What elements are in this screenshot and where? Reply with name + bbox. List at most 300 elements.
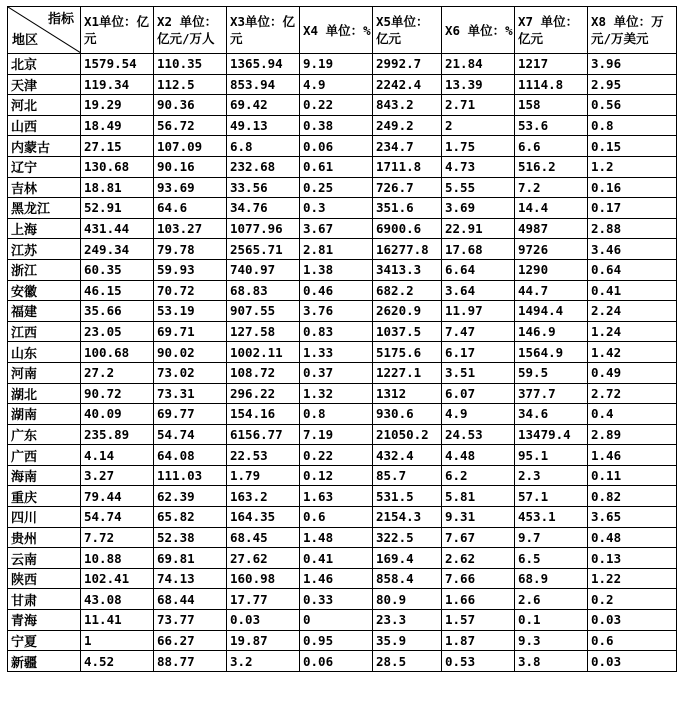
value-cell: 27.2 [81, 362, 154, 383]
value-cell: 0.61 [300, 156, 373, 177]
value-cell: 23.05 [81, 321, 154, 342]
value-cell: 4.9 [300, 74, 373, 95]
value-cell: 234.7 [373, 136, 442, 157]
value-cell: 0.03 [227, 610, 300, 631]
value-cell: 0.64 [588, 259, 677, 280]
value-cell: 0.8 [588, 115, 677, 136]
value-cell: 85.7 [373, 465, 442, 486]
value-cell: 0.83 [300, 321, 373, 342]
value-cell: 13.39 [442, 74, 515, 95]
region-name-cell: 山东 [8, 342, 81, 363]
value-cell: 0.11 [588, 465, 677, 486]
table-row [8, 156, 677, 177]
value-cell: 0.13 [588, 548, 677, 569]
value-cell: 54.74 [154, 424, 227, 445]
value-cell: 2.62 [442, 548, 515, 569]
value-cell: 52.91 [81, 198, 154, 219]
region-name-cell: 江苏 [8, 239, 81, 260]
value-cell: 14.4 [515, 198, 588, 219]
value-cell: 1.32 [300, 383, 373, 404]
value-cell: 154.16 [227, 404, 300, 425]
value-cell: 68.44 [154, 589, 227, 610]
value-cell: 90.72 [81, 383, 154, 404]
table-row [8, 589, 677, 610]
value-cell: 1.33 [300, 342, 373, 363]
table-row [8, 259, 677, 280]
value-cell: 232.68 [227, 156, 300, 177]
region-name-cell: 安徽 [8, 280, 81, 301]
value-cell: 19.29 [81, 95, 154, 116]
value-cell: 377.7 [515, 383, 588, 404]
value-cell: 2992.7 [373, 54, 442, 75]
value-cell: 3413.3 [373, 259, 442, 280]
value-cell: 4987 [515, 218, 588, 239]
value-cell: 1.48 [300, 527, 373, 548]
value-cell: 351.6 [373, 198, 442, 219]
value-cell: 453.1 [515, 507, 588, 528]
value-cell: 43.08 [81, 589, 154, 610]
value-cell: 53.19 [154, 301, 227, 322]
value-cell: 1579.54 [81, 54, 154, 75]
table-row [8, 568, 677, 589]
region-name-cell: 重庆 [8, 486, 81, 507]
table-row [8, 198, 677, 219]
value-cell: 53.6 [515, 115, 588, 136]
value-cell: 0.22 [300, 445, 373, 466]
value-cell: 11.41 [81, 610, 154, 631]
value-cell: 100.68 [81, 342, 154, 363]
value-cell: 18.81 [81, 177, 154, 198]
value-cell: 111.03 [154, 465, 227, 486]
value-cell: 1114.8 [515, 74, 588, 95]
table-row [8, 362, 677, 383]
value-cell: 432.4 [373, 445, 442, 466]
value-cell: 1365.94 [227, 54, 300, 75]
value-cell: 7.19 [300, 424, 373, 445]
value-cell: 1002.11 [227, 342, 300, 363]
value-cell: 2242.4 [373, 74, 442, 95]
value-cell: 7.47 [442, 321, 515, 342]
table-row [8, 280, 677, 301]
value-cell: 7.72 [81, 527, 154, 548]
value-cell: 17.68 [442, 239, 515, 260]
table-row [8, 486, 677, 507]
value-cell: 16277.8 [373, 239, 442, 260]
value-cell: 1.42 [588, 342, 677, 363]
column-header-x8: X8 单位：万元/万美元 [588, 7, 677, 54]
value-cell: 0.8 [300, 404, 373, 425]
value-cell: 3.96 [588, 54, 677, 75]
column-header-x6: X6 单位：% [442, 7, 515, 54]
column-header-x3: X3单位：亿元 [227, 7, 300, 54]
table-row [8, 301, 677, 322]
value-cell: 0.46 [300, 280, 373, 301]
value-cell: 35.9 [373, 630, 442, 651]
value-cell: 6.17 [442, 342, 515, 363]
value-cell: 2.88 [588, 218, 677, 239]
value-cell: 22.53 [227, 445, 300, 466]
table-row [8, 239, 677, 260]
value-cell: 66.27 [154, 630, 227, 651]
value-cell: 740.97 [227, 259, 300, 280]
value-cell: 19.87 [227, 630, 300, 651]
corner-cell [8, 7, 81, 54]
value-cell: 103.27 [154, 218, 227, 239]
value-cell: 60.35 [81, 259, 154, 280]
value-cell: 1227.1 [373, 362, 442, 383]
region-name-cell: 贵州 [8, 527, 81, 548]
value-cell: 0.06 [300, 651, 373, 672]
value-cell: 27.15 [81, 136, 154, 157]
value-cell: 169.4 [373, 548, 442, 569]
value-cell: 28.5 [373, 651, 442, 672]
value-cell: 13479.4 [515, 424, 588, 445]
value-cell: 90.02 [154, 342, 227, 363]
value-cell: 2.71 [442, 95, 515, 116]
value-cell: 65.82 [154, 507, 227, 528]
value-cell: 160.98 [227, 568, 300, 589]
value-cell: 249.34 [81, 239, 154, 260]
value-cell: 9.3 [515, 630, 588, 651]
table-body [8, 54, 677, 672]
value-cell: 1.75 [442, 136, 515, 157]
table-row [8, 610, 677, 631]
value-cell: 73.77 [154, 610, 227, 631]
value-cell: 158 [515, 95, 588, 116]
value-cell: 1.63 [300, 486, 373, 507]
value-cell: 0.41 [300, 548, 373, 569]
value-cell: 0.2 [588, 589, 677, 610]
region-name-cell: 广东 [8, 424, 81, 445]
value-cell: 0 [300, 610, 373, 631]
table-row [8, 74, 677, 95]
value-cell: 2.95 [588, 74, 677, 95]
value-cell: 682.2 [373, 280, 442, 301]
value-cell: 68.45 [227, 527, 300, 548]
value-cell: 0.33 [300, 589, 373, 610]
value-cell: 9.19 [300, 54, 373, 75]
value-cell: 3.67 [300, 218, 373, 239]
value-cell: 80.9 [373, 589, 442, 610]
value-cell: 127.58 [227, 321, 300, 342]
value-cell: 2.6 [515, 589, 588, 610]
value-cell: 23.3 [373, 610, 442, 631]
value-cell: 1312 [373, 383, 442, 404]
table-row [8, 136, 677, 157]
value-cell: 108.72 [227, 362, 300, 383]
value-cell: 9.31 [442, 507, 515, 528]
region-name-cell: 青海 [8, 610, 81, 631]
region-name-cell: 浙江 [8, 259, 81, 280]
value-cell: 0.16 [588, 177, 677, 198]
value-cell: 1.57 [442, 610, 515, 631]
value-cell: 1.79 [227, 465, 300, 486]
region-name-cell: 吉林 [8, 177, 81, 198]
table-row [8, 507, 677, 528]
value-cell: 1.2 [588, 156, 677, 177]
value-cell: 2.81 [300, 239, 373, 260]
value-cell: 93.69 [154, 177, 227, 198]
value-cell: 79.44 [81, 486, 154, 507]
value-cell: 9.7 [515, 527, 588, 548]
value-cell: 853.94 [227, 74, 300, 95]
value-cell: 164.35 [227, 507, 300, 528]
value-cell: 1.24 [588, 321, 677, 342]
value-cell: 6.07 [442, 383, 515, 404]
value-cell: 0.56 [588, 95, 677, 116]
value-cell: 0.03 [588, 651, 677, 672]
value-cell: 235.89 [81, 424, 154, 445]
column-header-x7: X7 单位：亿元 [515, 7, 588, 54]
value-cell: 69.42 [227, 95, 300, 116]
value-cell: 21050.2 [373, 424, 442, 445]
value-cell: 1.87 [442, 630, 515, 651]
table-row [8, 177, 677, 198]
value-cell: 69.71 [154, 321, 227, 342]
value-cell: 6.5 [515, 548, 588, 569]
value-cell: 74.13 [154, 568, 227, 589]
value-cell: 90.36 [154, 95, 227, 116]
value-cell: 1.46 [300, 568, 373, 589]
value-cell: 322.5 [373, 527, 442, 548]
value-cell: 112.5 [154, 74, 227, 95]
value-cell: 5.81 [442, 486, 515, 507]
value-cell: 34.76 [227, 198, 300, 219]
value-cell: 1711.8 [373, 156, 442, 177]
value-cell: 54.74 [81, 507, 154, 528]
value-cell: 0.03 [588, 610, 677, 631]
value-cell: 3.65 [588, 507, 677, 528]
value-cell: 0.53 [442, 651, 515, 672]
value-cell: 531.5 [373, 486, 442, 507]
value-cell: 33.56 [227, 177, 300, 198]
region-name-cell: 甘肃 [8, 589, 81, 610]
table-row [8, 527, 677, 548]
region-name-cell: 山西 [8, 115, 81, 136]
value-cell: 34.6 [515, 404, 588, 425]
region-name-cell: 陕西 [8, 568, 81, 589]
value-cell: 11.97 [442, 301, 515, 322]
value-cell: 69.81 [154, 548, 227, 569]
value-cell: 516.2 [515, 156, 588, 177]
table-row [8, 465, 677, 486]
value-cell: 69.77 [154, 404, 227, 425]
value-cell: 70.72 [154, 280, 227, 301]
value-cell: 1217 [515, 54, 588, 75]
region-name-cell: 湖北 [8, 383, 81, 404]
value-cell: 22.91 [442, 218, 515, 239]
value-cell: 1037.5 [373, 321, 442, 342]
region-name-cell: 福建 [8, 301, 81, 322]
value-cell: 2.72 [588, 383, 677, 404]
value-cell: 296.22 [227, 383, 300, 404]
value-cell: 5.55 [442, 177, 515, 198]
value-cell: 40.09 [81, 404, 154, 425]
table-row [8, 548, 677, 569]
value-cell: 0.6 [300, 507, 373, 528]
region-name-cell: 河南 [8, 362, 81, 383]
value-cell: 24.53 [442, 424, 515, 445]
value-cell: 7.2 [515, 177, 588, 198]
region-name-cell: 湖南 [8, 404, 81, 425]
value-cell: 2.89 [588, 424, 677, 445]
region-name-cell: 海南 [8, 465, 81, 486]
value-cell: 1.66 [442, 589, 515, 610]
value-cell: 21.84 [442, 54, 515, 75]
value-cell: 0.15 [588, 136, 677, 157]
value-cell: 2.3 [515, 465, 588, 486]
value-cell: 0.38 [300, 115, 373, 136]
region-name-cell: 上海 [8, 218, 81, 239]
value-cell: 0.41 [588, 280, 677, 301]
value-cell: 1 [81, 630, 154, 651]
value-cell: 18.49 [81, 115, 154, 136]
column-header-x1: X1单位：亿元 [81, 7, 154, 54]
table-row [8, 321, 677, 342]
value-cell: 7.66 [442, 568, 515, 589]
value-cell: 0.95 [300, 630, 373, 651]
table-row [8, 342, 677, 363]
value-cell: 0.4 [588, 404, 677, 425]
value-cell: 73.02 [154, 362, 227, 383]
value-cell: 858.4 [373, 568, 442, 589]
region-name-cell: 辽宁 [8, 156, 81, 177]
value-cell: 10.88 [81, 548, 154, 569]
value-cell: 0.25 [300, 177, 373, 198]
value-cell: 843.2 [373, 95, 442, 116]
region-name-cell: 四川 [8, 507, 81, 528]
data-table [7, 6, 677, 672]
value-cell: 73.31 [154, 383, 227, 404]
value-cell: 0.3 [300, 198, 373, 219]
value-cell: 0.12 [300, 465, 373, 486]
table-row [8, 54, 677, 75]
region-name-cell: 河北 [8, 95, 81, 116]
value-cell: 0.06 [300, 136, 373, 157]
value-cell: 7.67 [442, 527, 515, 548]
value-cell: 88.77 [154, 651, 227, 672]
value-cell: 249.2 [373, 115, 442, 136]
value-cell: 68.83 [227, 280, 300, 301]
value-cell: 431.44 [81, 218, 154, 239]
value-cell: 110.35 [154, 54, 227, 75]
value-cell: 1.46 [588, 445, 677, 466]
value-cell: 0.49 [588, 362, 677, 383]
value-cell: 1290 [515, 259, 588, 280]
value-cell: 17.77 [227, 589, 300, 610]
value-cell: 0.6 [588, 630, 677, 651]
value-cell: 6.2 [442, 465, 515, 486]
column-header-x5: X5单位：亿元 [373, 7, 442, 54]
value-cell: 62.39 [154, 486, 227, 507]
region-name-cell: 宁夏 [8, 630, 81, 651]
table-row [8, 95, 677, 116]
value-cell: 1.22 [588, 568, 677, 589]
header-row [8, 7, 677, 54]
value-cell: 0.1 [515, 610, 588, 631]
table-row [8, 404, 677, 425]
value-cell: 2 [442, 115, 515, 136]
value-cell: 1564.9 [515, 342, 588, 363]
value-cell: 64.08 [154, 445, 227, 466]
region-name-cell: 天津 [8, 74, 81, 95]
value-cell: 102.41 [81, 568, 154, 589]
value-cell: 49.13 [227, 115, 300, 136]
value-cell: 146.9 [515, 321, 588, 342]
value-cell: 4.48 [442, 445, 515, 466]
value-cell: 3.2 [227, 651, 300, 672]
region-name-cell: 内蒙古 [8, 136, 81, 157]
value-cell: 0.82 [588, 486, 677, 507]
table-row [8, 218, 677, 239]
region-name-cell: 新疆 [8, 651, 81, 672]
value-cell: 6.8 [227, 136, 300, 157]
value-cell: 0.37 [300, 362, 373, 383]
value-cell: 6.64 [442, 259, 515, 280]
region-name-cell: 广西 [8, 445, 81, 466]
table-row [8, 383, 677, 404]
value-cell: 1494.4 [515, 301, 588, 322]
value-cell: 4.9 [442, 404, 515, 425]
value-cell: 0.17 [588, 198, 677, 219]
value-cell: 0.48 [588, 527, 677, 548]
value-cell: 130.68 [81, 156, 154, 177]
column-header-x2: X2 单位：亿元/万人 [154, 7, 227, 54]
region-name-cell: 北京 [8, 54, 81, 75]
value-cell: 119.34 [81, 74, 154, 95]
value-cell: 59.93 [154, 259, 227, 280]
value-cell: 930.6 [373, 404, 442, 425]
value-cell: 1077.96 [227, 218, 300, 239]
value-cell: 44.7 [515, 280, 588, 301]
value-cell: 27.62 [227, 548, 300, 569]
value-cell: 6.6 [515, 136, 588, 157]
value-cell: 46.15 [81, 280, 154, 301]
value-cell: 64.6 [154, 198, 227, 219]
value-cell: 1.38 [300, 259, 373, 280]
value-cell: 3.51 [442, 362, 515, 383]
value-cell: 57.1 [515, 486, 588, 507]
value-cell: 0.22 [300, 95, 373, 116]
region-name-cell: 黑龙江 [8, 198, 81, 219]
value-cell: 35.66 [81, 301, 154, 322]
value-cell: 4.73 [442, 156, 515, 177]
table-row [8, 651, 677, 672]
value-cell: 68.9 [515, 568, 588, 589]
value-cell: 79.78 [154, 239, 227, 260]
value-cell: 3.8 [515, 651, 588, 672]
value-cell: 3.76 [300, 301, 373, 322]
table-row [8, 115, 677, 136]
value-cell: 90.16 [154, 156, 227, 177]
value-cell: 2565.71 [227, 239, 300, 260]
value-cell: 6900.6 [373, 218, 442, 239]
table-row [8, 424, 677, 445]
value-cell: 56.72 [154, 115, 227, 136]
value-cell: 3.46 [588, 239, 677, 260]
value-cell: 726.7 [373, 177, 442, 198]
column-header-x4: X4 单位：% [300, 7, 373, 54]
region-label: 地区 [12, 33, 39, 48]
value-cell: 4.52 [81, 651, 154, 672]
value-cell: 3.69 [442, 198, 515, 219]
value-cell: 52.38 [154, 527, 227, 548]
value-cell: 2.24 [588, 301, 677, 322]
value-cell: 59.5 [515, 362, 588, 383]
value-cell: 4.14 [81, 445, 154, 466]
value-cell: 107.09 [154, 136, 227, 157]
value-cell: 5175.6 [373, 342, 442, 363]
